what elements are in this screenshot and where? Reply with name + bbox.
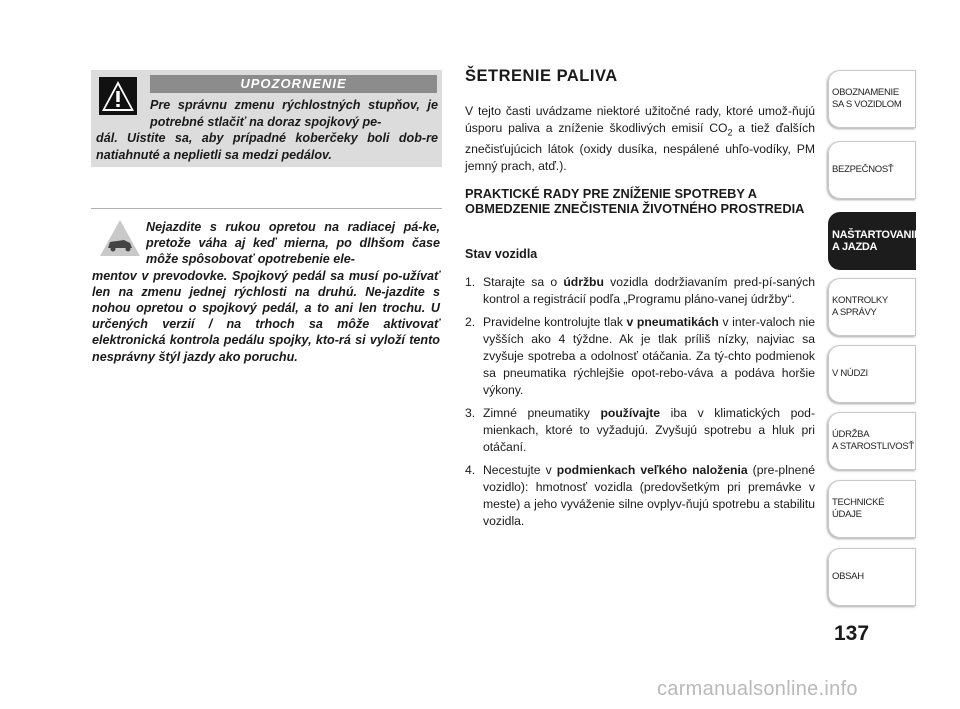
stav-vozidla-heading: Stav vozidla (465, 247, 538, 261)
tab-label: OBSAH (832, 571, 864, 582)
tab-label: BEZPEČNOSŤ (832, 164, 894, 175)
tab-label: TECHNICKÉ ÚDAJE (832, 497, 885, 520)
intro-text-b: a tiež ďalších znečisťujúcich látok (oxidy dusíka, nespálené uhľo-vodíky, PM jemný prach, atď.). (465, 121, 816, 174)
list-number: 3. (465, 406, 476, 420)
list-item (465, 462, 815, 530)
list-text: v inter-valoch nie vyšších ako 4 týždne. Ak je tlak príliš nízky, najviac sa zvyšuje spotreba a odolnosť otáčania. Za tý-chto podmienok sa pneumatika rýchlejšie opot-rebo-váva a podáva horšie výkony. (483, 315, 815, 397)
tab-obsah[interactable] (828, 548, 916, 606)
list-number: 1. (465, 275, 476, 289)
list-bold: údržbu (563, 275, 604, 289)
list-bold: v pneumatikách (626, 315, 719, 329)
warning-text-line1: Pre správnu zmenu rýchlostných stupňov, je potrebné stlačiť na doraz spojkový pe- (150, 98, 438, 129)
list-text: Necestujte v (483, 463, 557, 477)
warning-header: UPOZORNENIE (150, 75, 437, 93)
list-number: 2. (465, 315, 476, 329)
note-text-line1: Nejazdite s rukou opretou na radiacej pá-ke, pretože váha aj keď mierna, po dlhšom čase môže spôsobovať opotrebenie ele- (146, 220, 440, 267)
tab-kontrolky[interactable] (828, 278, 916, 336)
subsection-title: PRAKTICKÉ RADY PRE ZNÍŽENIE SPOTREBY A OBMEDZENIE ZNEČISTENIA ŽIVOTNÉHO PROSTREDIA (465, 186, 805, 216)
section-title: ŠETRENIE PALIVA (465, 67, 618, 85)
tips-list (465, 274, 815, 536)
tab-oboznamenie[interactable] (828, 70, 916, 128)
list-item (465, 274, 815, 308)
list-bold: používajte (600, 406, 661, 420)
tab-label: KONTROLKY A SPRÁVY (832, 295, 888, 318)
page-number: 137 (834, 622, 870, 645)
list-item (465, 314, 815, 399)
tab-bezpecnost[interactable] (828, 141, 916, 199)
note-text-line2: mentov v prevodovke. Spojkový pedál sa musí po-užívať len na zmenu jednej rýchlosti na druhú. Ne-jazdite s nohou opretou o spojkový pedál, a to ani len trochu. U určených verzií / na trhoch sa môže aktivovať elektronická kontrola pedálu spojky, kto-rá si vyloží tento nesprávny štýl jazdy ako poruchu. (92, 268, 440, 364)
list-text: vozidla dodržiavaním pred-pí-saných kontrol a registrácií podľa „Programu pláno-vanej údržby“. (483, 275, 816, 306)
list-text: Starajte sa o (483, 275, 564, 289)
list-item (465, 405, 815, 456)
tab-udrzba[interactable] (828, 412, 916, 470)
list-text: Pravidelne kontrolujte tlak (483, 315, 627, 329)
list-text: (pre-plnené vozidlo): hmotnosť vozidla (predovšetkým pri premávke v meste) a jeho vyváženie silne ovplyv-ňujú spotrebu a stabilitu vozidla. (483, 463, 816, 528)
note-text (92, 219, 440, 365)
list-text: iba v klimatických pod-mienkach, ktoré to vyžadujú. Zvyšujú spotrebu a hluk pri otáčaní. (483, 406, 815, 454)
tab-label: NAŠTARTOVANIE A JAZDA (832, 229, 921, 253)
tab-technicke[interactable] (828, 480, 916, 538)
list-number: 4. (465, 463, 476, 477)
intro-paragraph (465, 103, 815, 175)
tab-label: ÚDRŽBA A STAROSTLIVOSŤ (832, 429, 914, 452)
tab-label: V NÚDZI (832, 368, 868, 379)
watermark: carmanualsonline.info (657, 678, 858, 700)
intro-subscript: 2 (727, 127, 733, 138)
tab-label: OBOZNAMENIE SA S VOZIDLOM (832, 87, 902, 110)
tab-v-nudzi[interactable] (828, 345, 916, 403)
tab-nastartovanie[interactable] (828, 212, 921, 270)
warning-text (96, 97, 438, 163)
intro-text-a: V tejto časti uvádzame niektoré užitočné rady, ktoré umož-ňujú úsporu paliva a zníženie škodlivých emisií CO (465, 104, 815, 135)
list-text: Zimné pneumatiky (483, 406, 601, 420)
warning-text-line2: dál. Uistite sa, aby prípadné koberčeky boli dob-re natiahnuté a neplietli sa medzi pedálov. (96, 131, 438, 162)
list-bold: podmienkach veľkého naloženia (556, 463, 748, 477)
divider (91, 208, 442, 209)
